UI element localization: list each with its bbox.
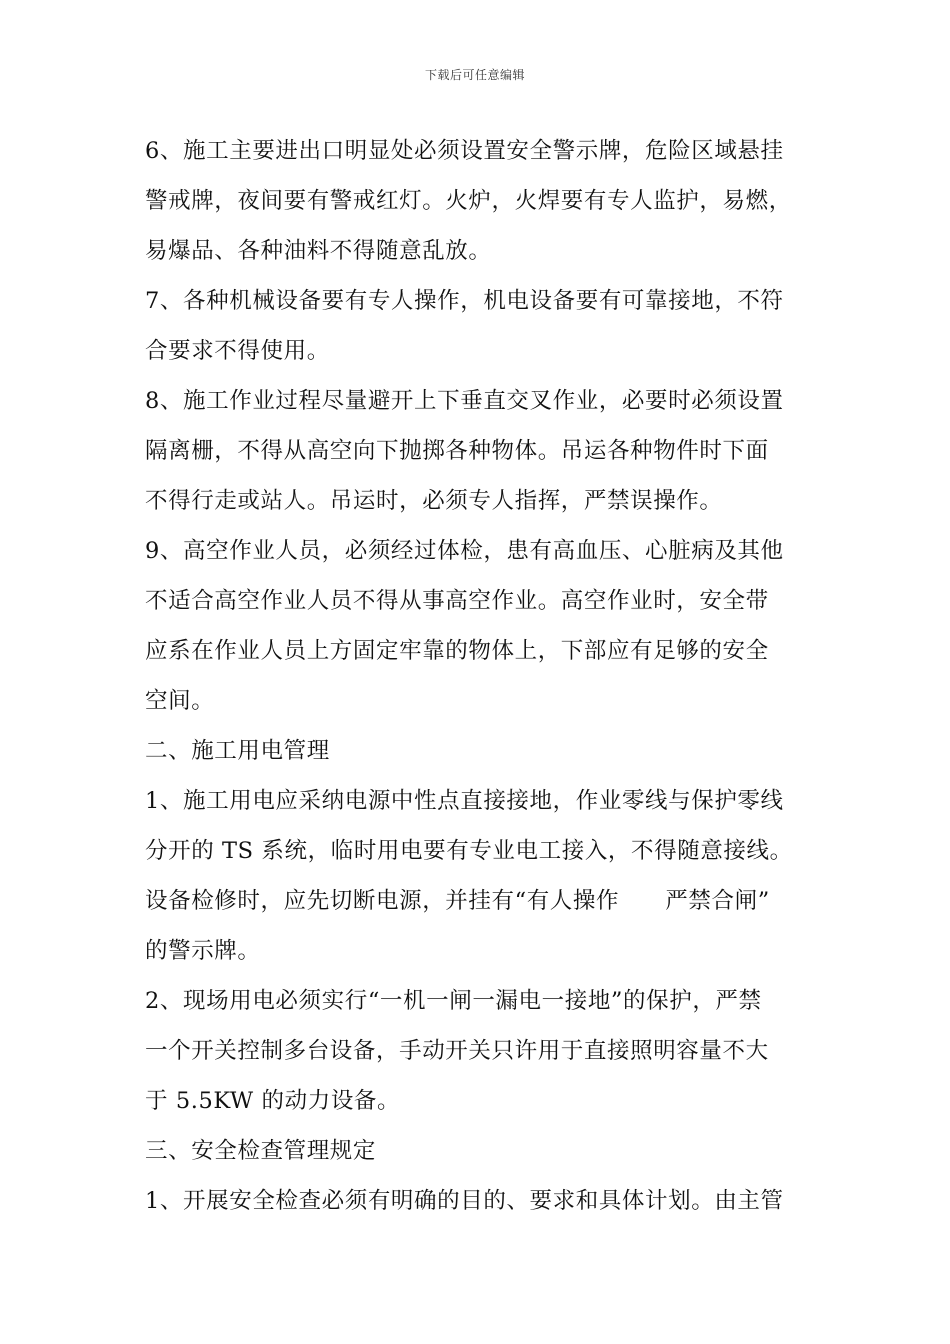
text-line: 1、开展安全检查必须有明确的目的、要求和具体计划。由主管: [145, 1188, 784, 1214]
text-line: 8、施工作业过程尽量避开上下垂直交叉作业，必要时必须设置: [145, 388, 784, 414]
text-line: 分开的 TS 系统，临时用电要有专业电工接入，不得随意接线。: [145, 838, 793, 864]
text-line: 一个开关控制多台设备，手动开关只许用于直接照明容量不大: [145, 1038, 769, 1064]
text-line: 设备检修时，应先切断电源，并挂有“有人操作 严禁合闸”: [145, 888, 770, 914]
text-line: 合要求不得使用。: [145, 338, 330, 364]
text-line: 7、各种机械设备要有专人操作，机电设备要有可靠接地，不符: [145, 288, 784, 314]
text-line: 于 5.5KW 的动力设备。: [145, 1088, 401, 1114]
text-line: 隔离栅，不得从高空向下抛掷各种物体。吊运各种物件时下面: [145, 438, 769, 464]
text-line: 不适合高空作业人员不得从事高空作业。高空作业时，安全带: [145, 588, 769, 614]
text-line: 2、现场用电必须实行“一机一闸一漏电一接地”的保护，严禁: [145, 988, 762, 1014]
text-line: 空间。: [145, 688, 215, 714]
text-line: 易爆品、各种油料不得随意乱放。: [145, 238, 492, 264]
section-heading: 二、施工用电管理: [145, 738, 330, 764]
text-line: 9、高空作业人员，必须经过体检，患有高血压、心脏病及其他: [145, 538, 784, 564]
text-line: 6、施工主要进出口明显处必须设置安全警示牌，危险区域悬挂: [145, 138, 784, 164]
text-line: 警戒牌，夜间要有警戒红灯。火炉，火焊要有专人监护，易燃，: [145, 188, 792, 214]
page-header: 下载后可任意编辑: [424, 68, 525, 82]
text-line: 不得行走或站人。吊运时，必须专人指挥，严禁误操作。: [145, 488, 723, 514]
text-line: 应系在作业人员上方固定牢靠的物体上，下部应有足够的安全: [145, 638, 769, 664]
document-body: [145, 126, 815, 1226]
section-heading: 三、安全检查管理规定: [145, 1138, 377, 1164]
text-line: 1、施工用电应采纳电源中性点直接接地，作业零线与保护零线: [145, 788, 784, 814]
text-line: 的警示牌。: [145, 938, 261, 964]
